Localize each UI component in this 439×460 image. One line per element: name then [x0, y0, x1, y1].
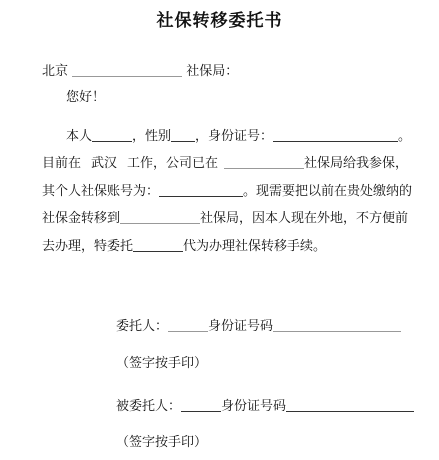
addressee-bureau: 社保局： — [186, 64, 239, 79]
gender-blank — [171, 128, 195, 142]
para-l4-b: 社保局，因本人现在外地，不方便前 — [200, 211, 409, 226]
para-l1-c: ，身份证号： — [195, 129, 274, 144]
principal-sign: （签字按手印） — [116, 356, 208, 371]
para-l1-d: 。 — [398, 129, 412, 144]
para-l2-a: 目前在 — [42, 156, 82, 171]
agent-sign: （签字按手印） — [116, 435, 208, 450]
bureau-blank — [224, 155, 304, 169]
principal-name-blank — [168, 318, 208, 332]
para-line-3 — [42, 183, 412, 200]
target-bureau-blank — [120, 210, 200, 224]
para-line-2 — [42, 155, 408, 172]
agent-label: 被委托人： — [116, 399, 182, 414]
para-l1-a: 本人 — [66, 129, 93, 144]
para-line-5 — [42, 238, 326, 255]
greeting: 您好！ — [66, 90, 106, 105]
para-l3-b: 。现需要把以前在贵处缴纳的 — [243, 184, 413, 199]
account-blank — [159, 183, 243, 197]
para-l3-a: 其个人社保账号为： — [42, 184, 160, 199]
agent-id-blank — [286, 398, 414, 412]
name-blank — [92, 128, 132, 142]
para-l2-b: 工作，公司已在 — [127, 156, 219, 171]
principal-id-blank — [273, 318, 401, 332]
agent-id-label: 身份证号码 — [221, 399, 287, 414]
principal-label: 委托人： — [116, 319, 169, 334]
addressee-line — [42, 63, 238, 80]
para-l5-b: 代为办理社保转移手续。 — [183, 239, 327, 254]
para-l2-city: 武汉 — [91, 156, 118, 171]
id-number-blank — [273, 128, 398, 142]
para-l5-a: 去办理，特委托 — [42, 239, 134, 254]
para-l4-a: 社保金转移到 — [42, 211, 121, 226]
agent-signer-blank — [181, 398, 221, 412]
document-title: 社保转移委托书 — [156, 11, 283, 31]
principal-line — [116, 318, 401, 335]
agent-name-blank — [133, 238, 183, 252]
para-line-4 — [42, 210, 408, 227]
para-line-1 — [66, 128, 411, 145]
addressee-district-blank — [72, 63, 182, 77]
addressee-city: 北京 — [42, 64, 69, 79]
principal-id-label: 身份证号码 — [208, 319, 274, 334]
agent-line — [116, 398, 414, 415]
para-l2-c: 社保局给我参保， — [304, 156, 409, 171]
para-l1-b: ，性别 — [132, 129, 172, 144]
